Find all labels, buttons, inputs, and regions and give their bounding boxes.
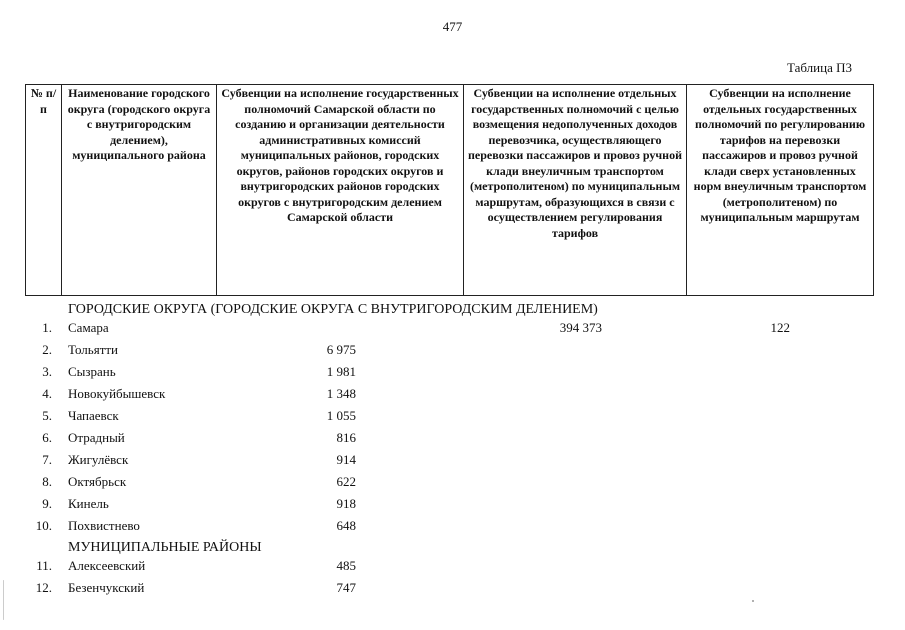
row-number: 3. xyxy=(42,364,52,379)
row-name: Самара xyxy=(68,320,109,335)
table-row xyxy=(0,320,905,342)
table-row xyxy=(0,430,905,452)
table-row xyxy=(0,342,905,364)
table-caption: Таблица П3 xyxy=(787,60,852,75)
table-row xyxy=(0,518,905,540)
row-number: 1. xyxy=(42,320,52,335)
row-value-admin: 747 xyxy=(336,580,356,595)
row-number: 10. xyxy=(35,518,52,533)
header-name: Наименование городского округа (городского округа с внутригородским делением), муниципального района xyxy=(62,85,217,296)
row-number: 12. xyxy=(35,580,52,595)
row-number: 11. xyxy=(36,558,52,573)
row-name: Жигулёвск xyxy=(68,452,129,467)
row-value-admin: 485 xyxy=(336,558,356,573)
row-name: Кинель xyxy=(68,496,109,511)
row-number: 2. xyxy=(42,342,52,357)
row-name: Чапаевск xyxy=(68,408,119,423)
row-value-admin: 6 975 xyxy=(326,342,356,357)
table-row xyxy=(0,386,905,408)
row-number: 9. xyxy=(42,496,52,511)
table-row xyxy=(0,558,905,580)
row-number: 8. xyxy=(42,474,52,489)
row-value-admin: 1 055 xyxy=(326,408,356,423)
row-name: Алексеевский xyxy=(68,558,146,573)
row-name: Тольятти xyxy=(68,342,119,357)
row-name: Новокуйбышевск xyxy=(68,386,166,401)
table-row xyxy=(0,580,905,602)
row-value-admin: 914 xyxy=(336,452,356,467)
row-name: Безенчукский xyxy=(68,580,145,595)
row-value-metro-compensation: 394 373 xyxy=(559,320,602,335)
section-title-city-districts: ГОРОДСКИЕ ОКРУГА (ГОРОДСКИЕ ОКРУГА С ВНУТРИГОРОДСКИМ ДЕЛЕНИЕМ) xyxy=(68,302,598,317)
row-value-admin: 918 xyxy=(336,496,356,511)
table-row xyxy=(0,452,905,474)
row-value-metro-tariff: 122 xyxy=(770,320,790,335)
row-name: Октябрьск xyxy=(68,474,127,489)
row-value-admin: 1 981 xyxy=(326,364,356,379)
table-header xyxy=(25,84,874,296)
header-admin-commissions: Субвенции на исполнение государственных полномочий Самарской области по созданию и организации деятельности административных комиссий муниципальных районов, городских округов, районов городских округов и внутригородских районов городских округов с внутригородским делением Самарской области xyxy=(217,85,464,296)
table-row xyxy=(0,408,905,430)
page-number: 477 xyxy=(442,19,463,34)
scan-speck xyxy=(752,600,754,602)
scan-edge-mark xyxy=(3,580,4,620)
table-row xyxy=(0,364,905,386)
row-name: Отрадный xyxy=(68,430,125,445)
section-title-municipal-districts: МУНИЦИПАЛЬНЫЕ РАЙОНЫ xyxy=(68,540,262,555)
row-value-admin: 648 xyxy=(336,518,356,533)
row-value-admin: 622 xyxy=(336,474,356,489)
header-metro-tariff-regulation: Субвенции на исполнение отдельных государственных полномочий по регулированию тарифов на перевозки пассажиров и провоз ручной клади сверх установленных норм внеуличным транспортом (метрополитеном) по муниципальным маршрутам xyxy=(687,85,874,296)
row-name: Сызрань xyxy=(68,364,116,379)
row-number: 4. xyxy=(42,386,52,401)
row-value-admin: 816 xyxy=(336,430,356,445)
row-number: 7. xyxy=(42,452,52,467)
header-metro-compensation: Субвенции на исполнение отдельных государственных полномочий с целью возмещения недополученных доходов перевозчика, осуществляющего перевозки пассажиров и провоз ручной клади внеуличным транспортом (метрополитеном) по муниципальным маршрутам, образующихся в связи с осуществлением регулирования тарифов xyxy=(464,85,687,296)
table-row xyxy=(0,474,905,496)
row-name: Похвистнево xyxy=(68,518,140,533)
header-number: № п/п xyxy=(26,85,62,296)
row-number: 5. xyxy=(42,408,52,423)
table-row xyxy=(0,496,905,518)
row-value-admin: 1 348 xyxy=(326,386,356,401)
row-number: 6. xyxy=(42,430,52,445)
